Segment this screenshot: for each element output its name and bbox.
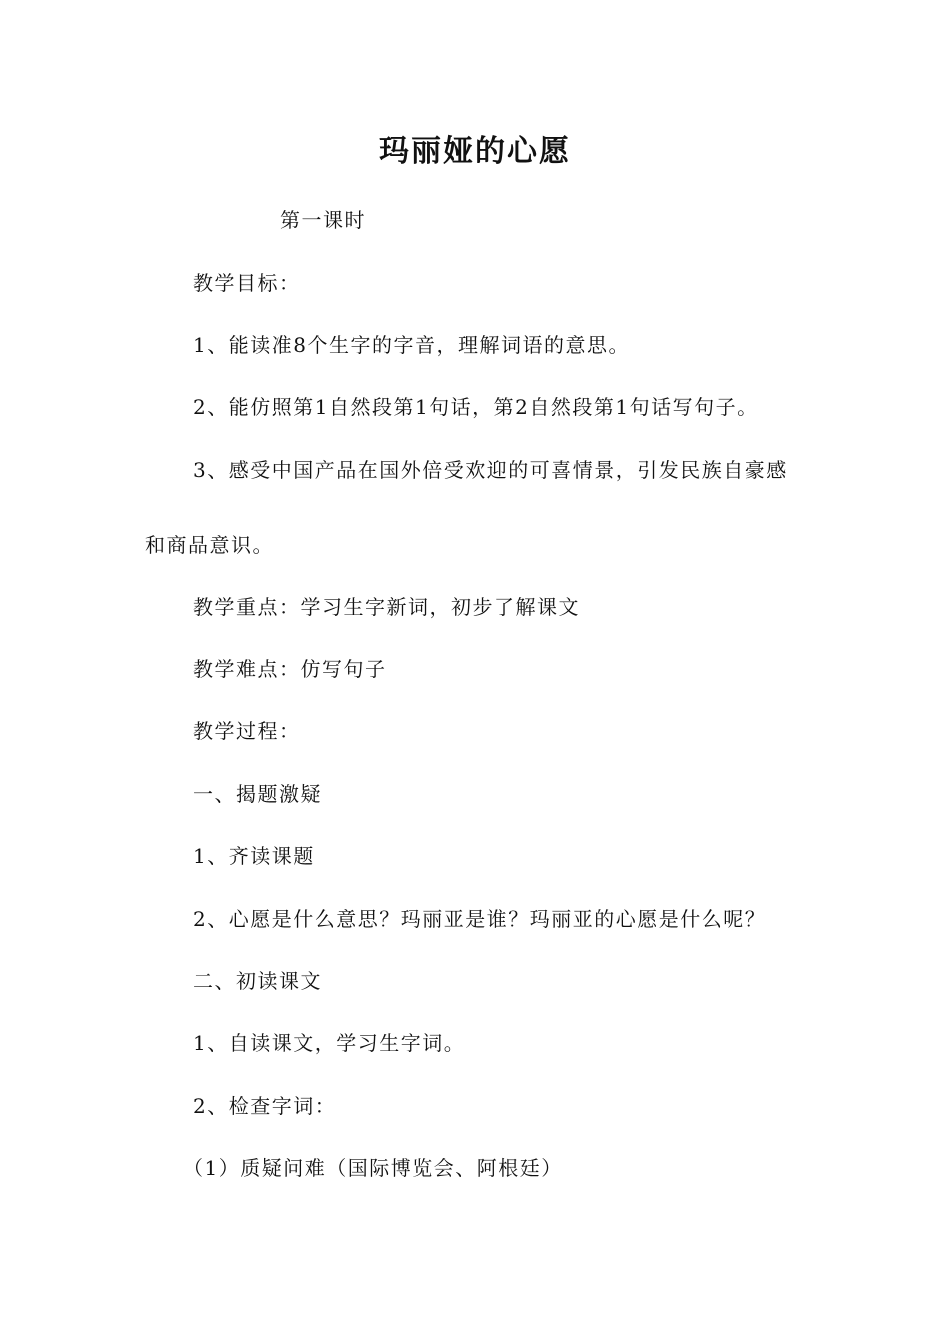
section-1-heading: 一、揭题激疑 (193, 782, 322, 806)
teaching-process-heading: 教学过程： (193, 719, 301, 743)
section-2-item-2: 2、检查字词： (193, 1094, 337, 1118)
section-2-heading: 二、初读课文 (193, 969, 322, 993)
objective-2: 2、能仿照第1自然段第1句话，第2自然段第1句话写句子。 (193, 395, 759, 419)
section-2-item-1: 1、自读课文，学习生字词。 (193, 1031, 466, 1055)
teaching-focus: 教学重点：学习生字新词，初步了解课文 (193, 595, 580, 619)
objective-1: 1、能读准8个生字的字音，理解词语的意思。 (193, 333, 630, 357)
section-2-subitem-1: （1）质疑问难（国际博览会、阿根廷） (183, 1156, 563, 1180)
objective-3: 3、感受中国产品在国外倍受欢迎的可喜情景，引发民族自豪感 (193, 458, 788, 482)
teaching-difficulty: 教学难点：仿写句子 (193, 657, 387, 681)
objective-3-continued: 和商品意识。 (145, 533, 274, 557)
lesson-period: 第一课时 (280, 208, 366, 232)
section-1-item-2: 2、心愿是什么意思？玛丽亚是谁？玛丽亚的心愿是什么呢？ (193, 907, 767, 931)
document-title: 玛丽娅的心愿 (379, 134, 571, 169)
section-1-item-1: 1、齐读课题 (193, 844, 315, 868)
teaching-objectives-heading: 教学目标： (193, 271, 301, 295)
